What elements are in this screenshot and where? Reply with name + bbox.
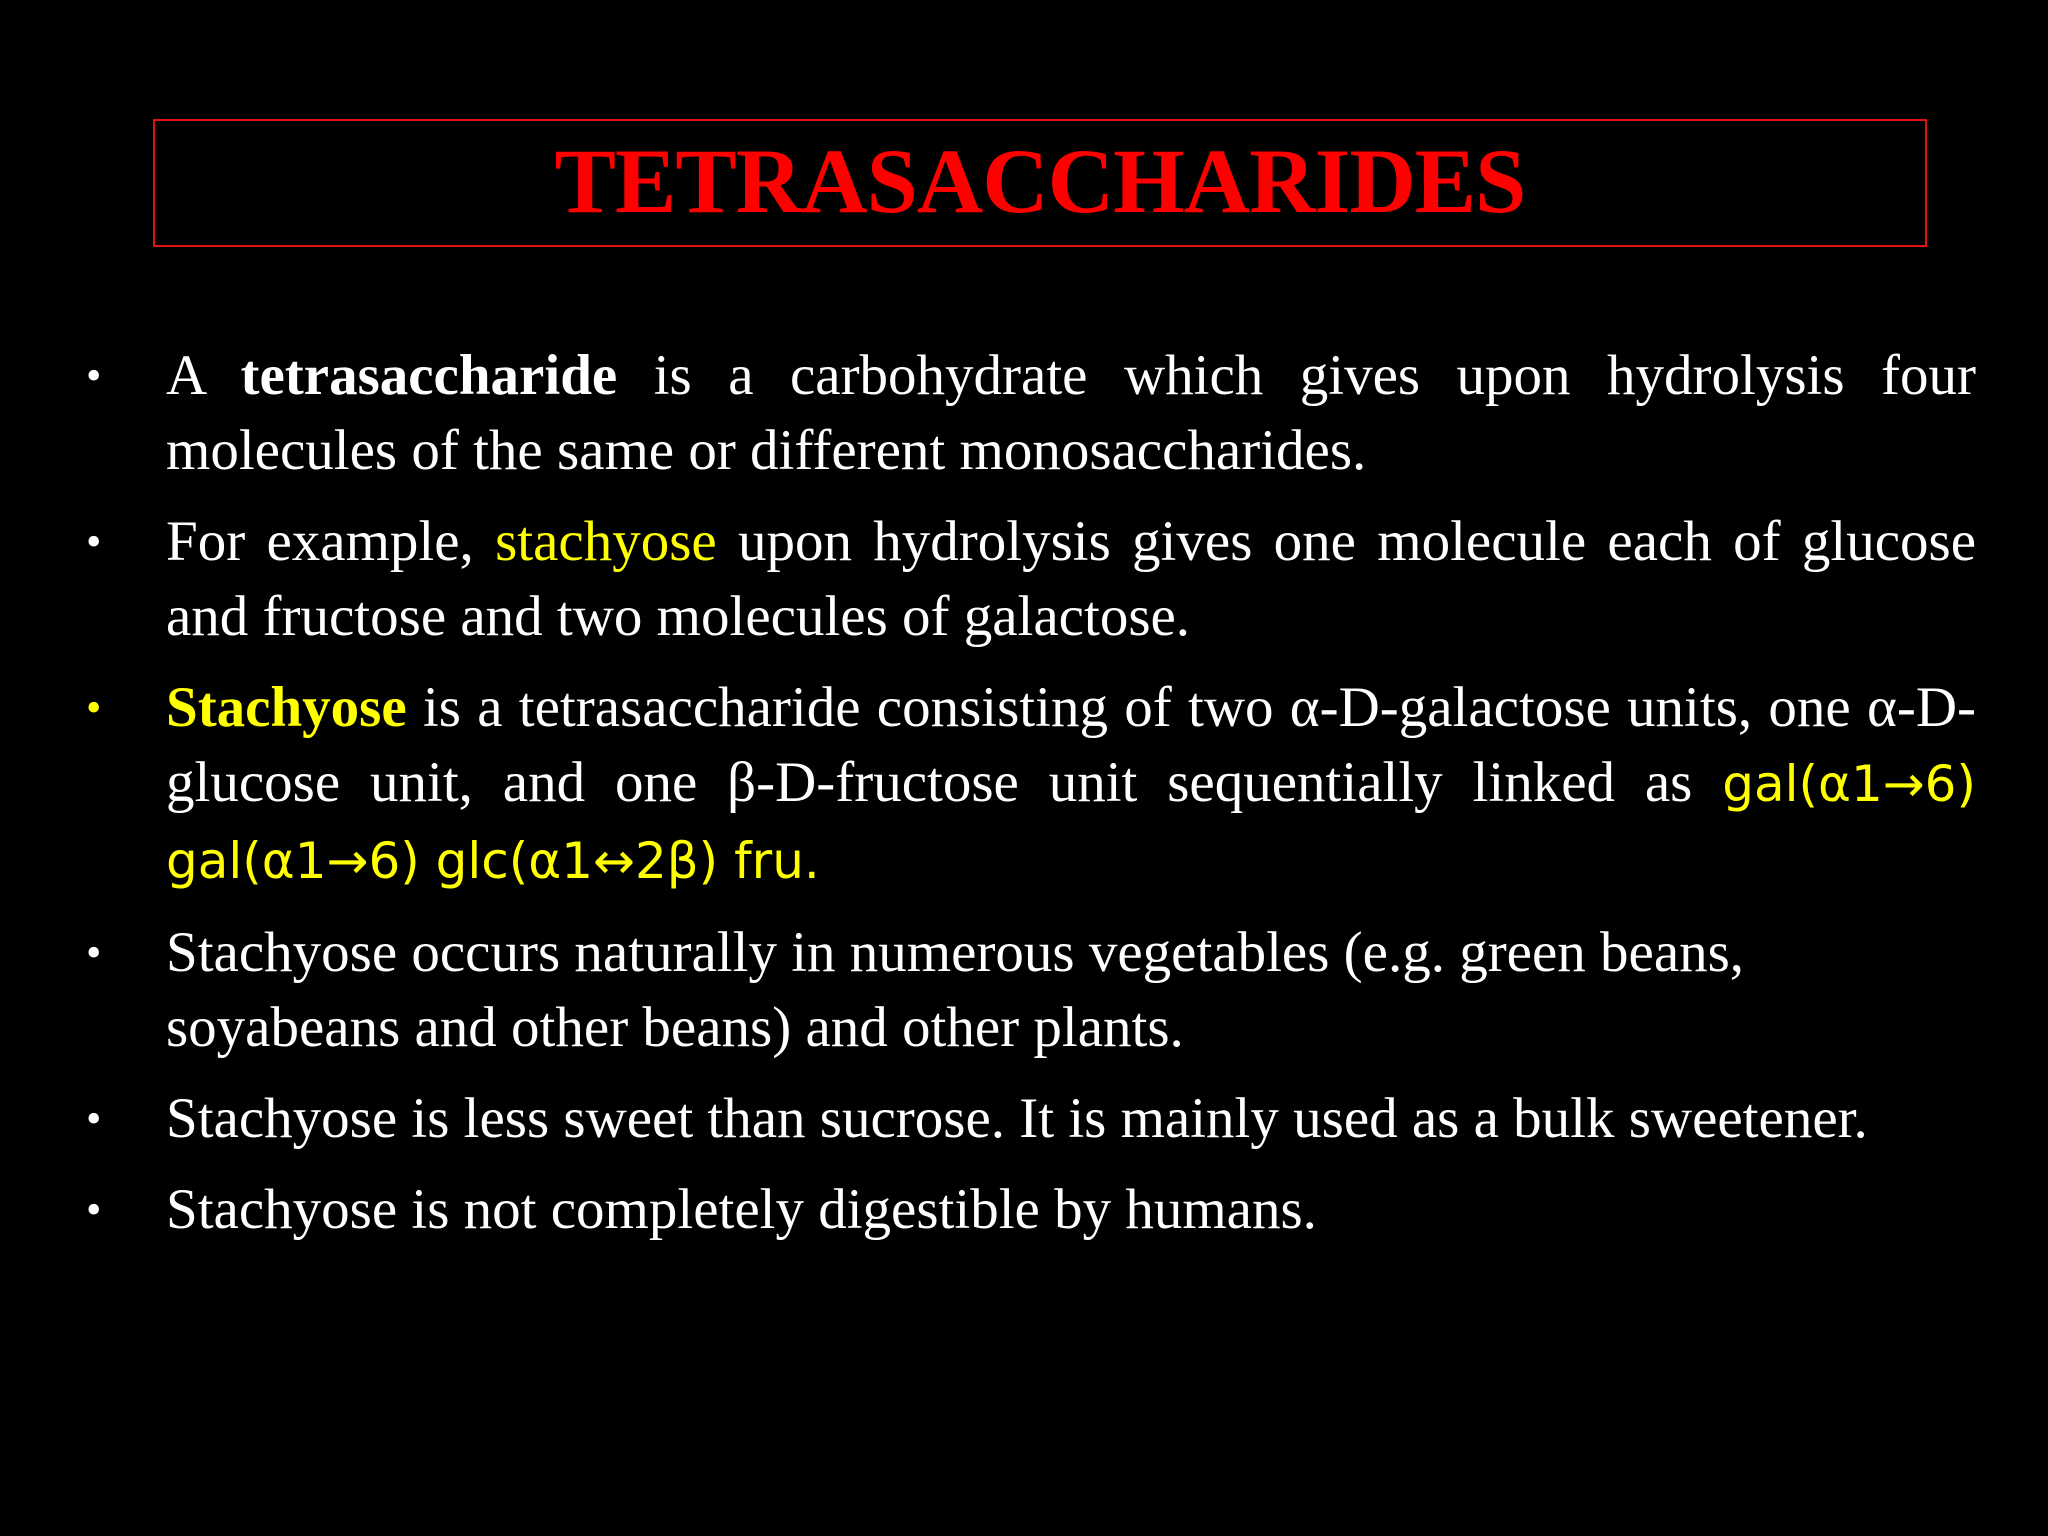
bullet-definition <box>84 338 1976 488</box>
bullet-dot-icon: • <box>86 351 102 400</box>
bullet-sweetness <box>84 1081 1976 1156</box>
bullet-structure <box>84 670 1976 899</box>
bullet-dot-icon: • <box>86 517 102 566</box>
bullet-dot-icon: • <box>86 1094 102 1143</box>
bullet-digestibility <box>84 1172 1976 1247</box>
bullet-text: is a tetrasaccharide consisting of two α-D-galactose units, one α-D-glucose unit, and one β-D-fructose unit sequentially linked as <box>166 676 1976 814</box>
bullet-text: A <box>166 344 241 407</box>
bullet-text: upon hydrolysis gives one molecule each of glucose and fructose and two molecules of galactose. <box>166 510 1976 648</box>
bullet-text: is a carbohydrate which gives upon hydrolysis four molecules of the same or different monosaccharides. <box>166 344 1976 482</box>
bullet-text: For example, <box>166 510 496 573</box>
bullet-term: Stachyose <box>166 676 407 739</box>
title-box <box>153 119 1927 247</box>
bullet-formula: gal(α1→6) gal(α1→6) glc(α1↔2β) fru. <box>166 755 1976 890</box>
bullet-text: Stachyose is not completely digestible by humans. <box>166 1178 1317 1241</box>
bullet-text: Stachyose is less sweet than sucrose. It is mainly used as a bulk sweetener. <box>166 1087 1868 1150</box>
bullet-term: stachyose <box>495 510 717 573</box>
bullet-term: tetrasaccharide <box>240 344 618 407</box>
bullet-dot-icon: • <box>86 928 102 977</box>
bullet-occurrence <box>84 915 1976 1065</box>
bullet-dot-icon: • <box>86 683 102 732</box>
bullet-dot-icon: • <box>86 1185 102 1234</box>
slide-title: TETRASACCHARIDES <box>554 130 1526 232</box>
bullet-text: Stachyose occurs naturally in numerous vegetables (e.g. green beans, soyabeans and other beans) and other plants. <box>166 921 1745 1059</box>
bullet-list <box>84 338 1976 1263</box>
bullet-example <box>84 504 1976 654</box>
